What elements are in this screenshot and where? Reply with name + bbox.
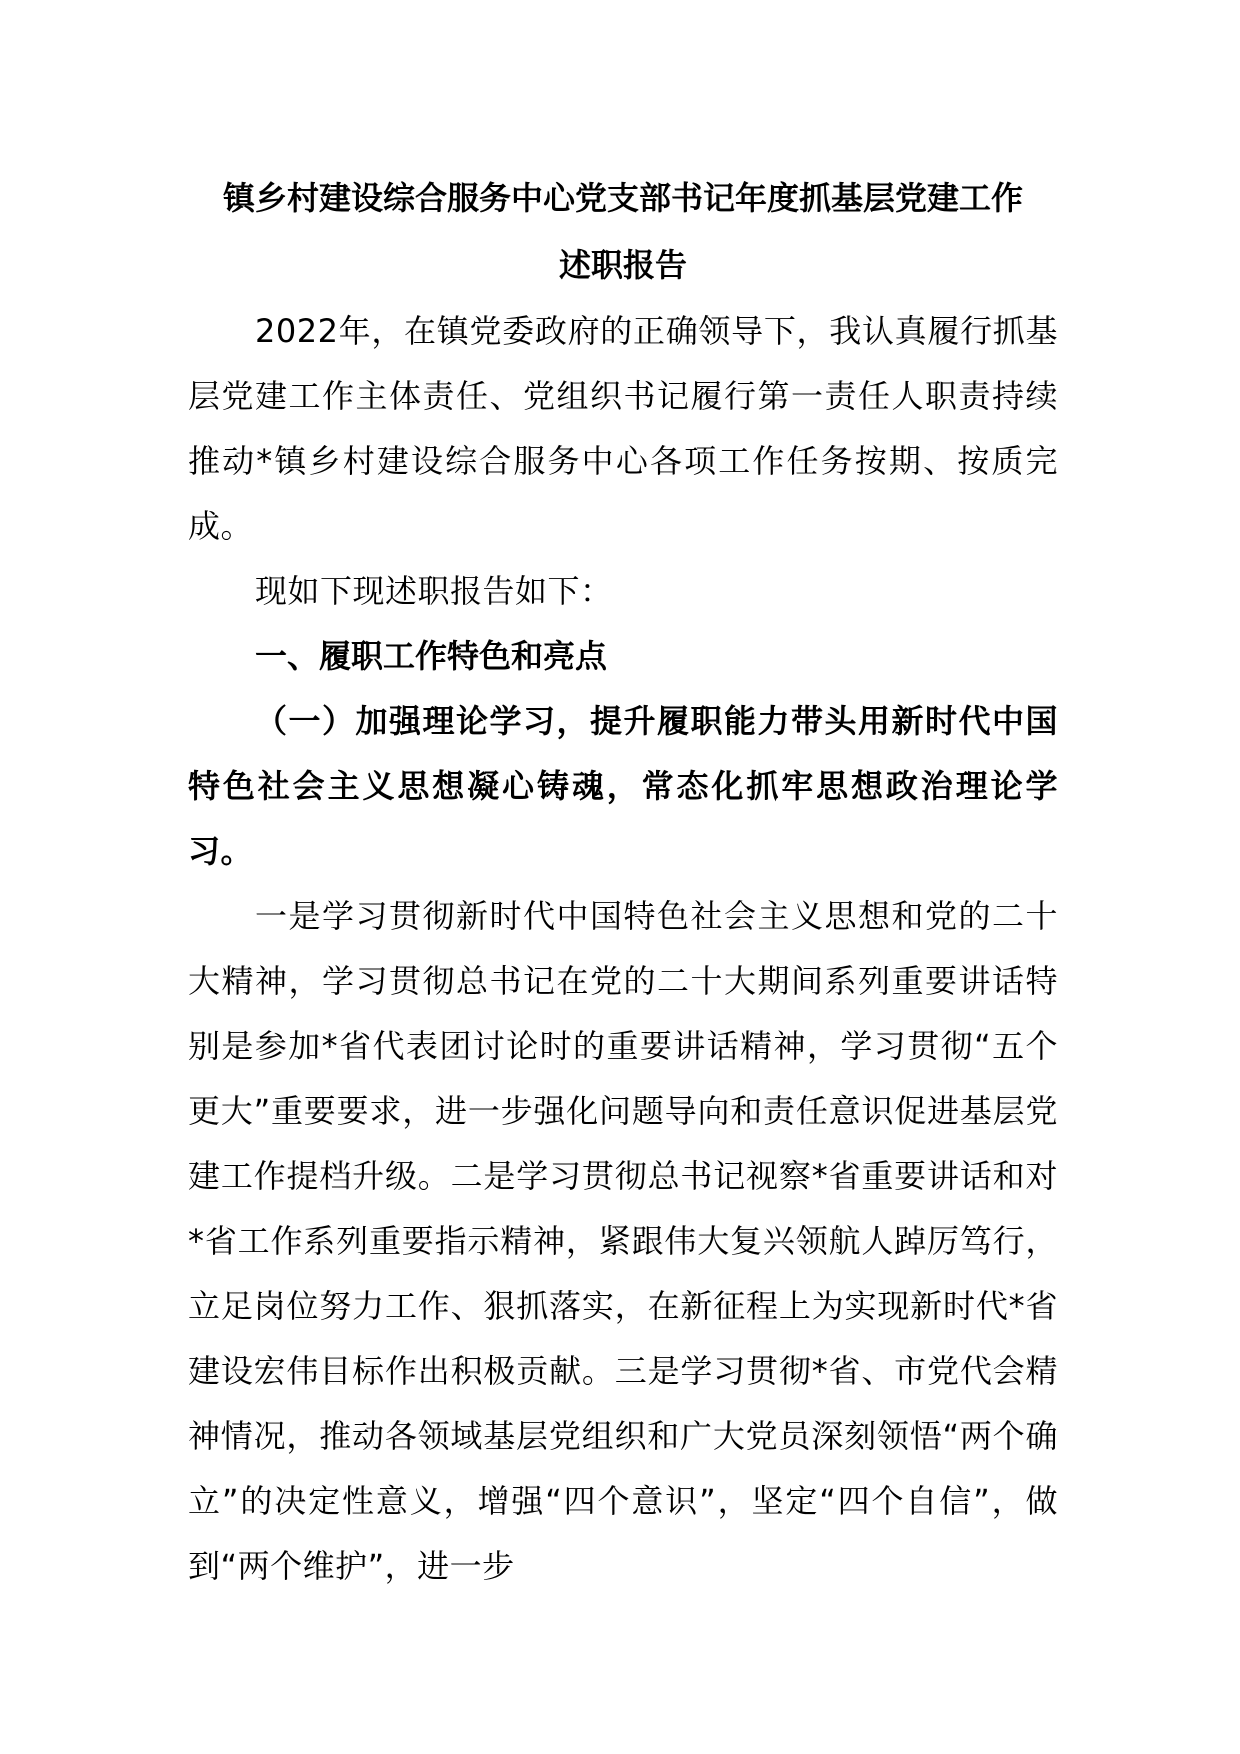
document-title-line1: 镇乡村建设综合服务中心党支部书记年度抓基层党建工作 [222,179,1023,217]
document-page [188,165,1058,1599]
intro-paragraph: 2022年，在镇党委政府的正确领导下，我认真履行抓基层党建工作主体责任、党组织书记履行第一责任人职责持续推动*镇乡村建设综合服务中心各项工作任务按期、按质完成。 [188,312,1058,545]
body-paragraph: 一是学习贯彻新时代中国特色社会主义思想和党的二十大精神，学习贯彻总书记在党的二十大期间系列重要讲话特别是参加*省代表团讨论时的重要讲话精神，学习贯彻“五个更大”重要要求，进一步强化问题导向和责任意识促进基层党建工作提档升级。二是学习贯彻总书记视察*省重要讲话和对*省工作系列重要指示精神，紧跟伟大复兴领航人踔厉笃行，立足岗位努力工作、狠抓落实，在新征程上为实现新时代*省建设宏伟目标作出积极贡献。三是学习贯彻*省、市党代会精神情况，推动各领域基层党组织和广大党员深刻领悟“两个确立”的决定性意义，增强“四个意识”，坚定“四个自信”，做到“两个维护”，进一步 [188,897,1058,1585]
section-heading: 一、履职工作特色和亮点 [255,637,608,675]
lead-paragraph: 现如下现述职报告如下： [255,572,613,610]
document-title-line2: 述职报告 [558,246,687,284]
subsection-heading: （一）加强理论学习，提升履职能力带头用新时代中国特色社会主义思想凝心铸魂，常态化抓牢思想政治理论学习。 [188,702,1058,870]
